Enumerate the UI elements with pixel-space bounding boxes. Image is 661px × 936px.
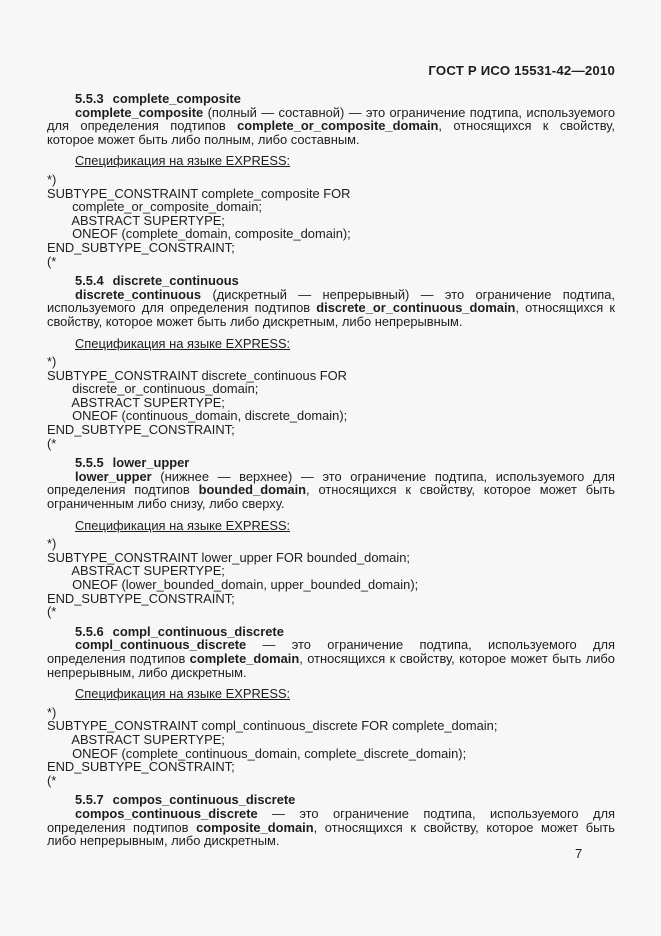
section-title: compl_continuous_discrete: [112, 623, 284, 639]
term-bold: complete_domain: [189, 650, 300, 666]
term-bold: compos_continuous_discrete: [75, 805, 258, 821]
code-line: ONEOF (lower_bounded_domain, upper_bounded_domain);: [47, 577, 419, 592]
code-line: (*: [47, 604, 57, 620]
paragraph-text: , относящихся к свойству, которое может быть либо непрерывным, либо дискретным.: [47, 819, 615, 849]
section-paragraph: [47, 288, 615, 329]
express-code-block: [47, 537, 615, 619]
section-heading: [47, 92, 615, 106]
express-code-block: [47, 173, 615, 268]
section-heading: [47, 625, 615, 639]
express-code-block: [47, 355, 615, 450]
express-spec-label: Спецификация на языке EXPRESS:: [75, 517, 291, 533]
section-number: 5.5.3: [75, 91, 104, 106]
code-line: complete_or_composite_domain;: [47, 199, 262, 215]
term-bold: complete_composite: [75, 104, 204, 120]
section-paragraph: [47, 807, 615, 848]
section-title: complete_composite: [112, 91, 241, 106]
section-paragraph: [47, 638, 615, 679]
paragraph-text: , относящихся к свойству, которое может быть либо дискретным, либо непрерывным.: [47, 300, 616, 329]
paragraph-text: — это ограничение подтипа, используемого для определения подтипов: [47, 805, 615, 835]
section-5-5-3: [47, 92, 615, 268]
code-line: END_SUBTYPE_CONSTRAINT;: [47, 759, 235, 775]
page-number: 7: [575, 846, 583, 861]
code-line: *): [47, 704, 57, 720]
code-line: SUBTYPE_CONSTRAINT complete_composite FOR: [47, 185, 351, 201]
section-number: 5.5.7: [75, 792, 104, 808]
section-paragraph: [47, 470, 615, 511]
code-line: discrete_or_continuous_domain;: [47, 381, 259, 397]
section-5-5-5: [47, 456, 615, 619]
section-title: discrete_continuous: [112, 273, 239, 289]
paragraph-text: (полный — составной) — это ограничение подтипа, используемого для определения подтипов: [47, 104, 615, 134]
express-spec-label: Спецификация на языке EXPRESS:: [75, 686, 291, 702]
express-code-block: [47, 706, 615, 788]
code-line: ONEOF (continuous_domain, discrete_domain);: [47, 408, 348, 424]
code-line: SUBTYPE_CONSTRAINT compl_continuous_discrete FOR complete_domain;: [47, 718, 498, 734]
paragraph-text: — это ограничение подтипа, используемого для определения подтипов: [47, 637, 615, 666]
code-line: (*: [47, 435, 57, 451]
term-bold: discrete_continuous: [75, 286, 202, 302]
code-line: ABSTRACT SUPERTYPE;: [47, 394, 225, 410]
section-number: 5.5.5: [75, 455, 104, 471]
section-5-5-4: [47, 274, 615, 450]
page-content: [47, 92, 615, 854]
section-5-5-7: [47, 793, 615, 847]
section-title: lower_upper: [112, 455, 190, 471]
code-line: SUBTYPE_CONSTRAINT lower_upper FOR bounded_domain;: [47, 549, 411, 565]
code-line: ONEOF (complete_continuous_domain, complete_discrete_domain);: [47, 745, 467, 761]
code-line: END_SUBTYPE_CONSTRAINT;: [47, 422, 235, 438]
document-standard-title: ГОСТ Р ИСО 15531-42—2010: [428, 63, 615, 78]
express-spec-label: Спецификация на языке EXPRESS:: [75, 335, 291, 351]
section-heading: [47, 793, 615, 807]
code-line: ABSTRACT SUPERTYPE;: [47, 212, 225, 228]
section-number: 5.5.6: [75, 623, 104, 639]
code-line: END_SUBTYPE_CONSTRAINT;: [47, 590, 235, 606]
express-spec-label: Спецификация на языке EXPRESS:: [75, 153, 291, 169]
code-line: ABSTRACT SUPERTYPE;: [47, 731, 225, 747]
code-line: *): [47, 171, 57, 187]
section-title: compos_continuous_discrete: [112, 792, 296, 808]
section-paragraph: [47, 106, 615, 147]
code-line: *): [47, 536, 57, 552]
code-line: *): [47, 354, 57, 370]
paragraph-text: , относящихся к свойству, которое может быть либо непрерывным, либо дискретным.: [47, 650, 615, 680]
term-bold: discrete_or_continuous_domain: [316, 300, 516, 316]
section-5-5-6: [47, 625, 615, 788]
code-line: (*: [47, 253, 57, 269]
paragraph-text: (дискретный — непрерывный) — это ограничение подтипа, используемого для определения подтипов: [47, 286, 615, 316]
paragraph-text: , относящихся к свойству, которое может быть либо полным, либо составным.: [47, 118, 615, 147]
code-line: (*: [47, 772, 57, 788]
term-bold: composite_domain: [196, 819, 314, 835]
term-bold: bounded_domain: [198, 482, 307, 498]
section-number: 5.5.4: [75, 273, 104, 289]
paragraph-text: (нижнее — верхнее) — это ограничение подтипа, используемого для определения подтипов: [47, 468, 615, 498]
code-line: END_SUBTYPE_CONSTRAINT;: [47, 239, 235, 255]
code-line: ONEOF (complete_domain, composite_domain);: [47, 226, 351, 242]
term-bold: complete_or_composite_domain: [237, 118, 439, 134]
section-heading: [47, 274, 615, 288]
term-bold: lower_upper: [75, 468, 152, 484]
code-line: ABSTRACT SUPERTYPE;: [47, 563, 225, 579]
paragraph-text: , относящихся к свойству, которое может быть ограниченным либо снизу, либо сверху.: [47, 482, 615, 512]
term-bold: compl_continuous_discrete: [75, 637, 247, 653]
code-line: SUBTYPE_CONSTRAINT discrete_continuous FOR: [47, 367, 347, 383]
section-heading: [47, 456, 615, 470]
